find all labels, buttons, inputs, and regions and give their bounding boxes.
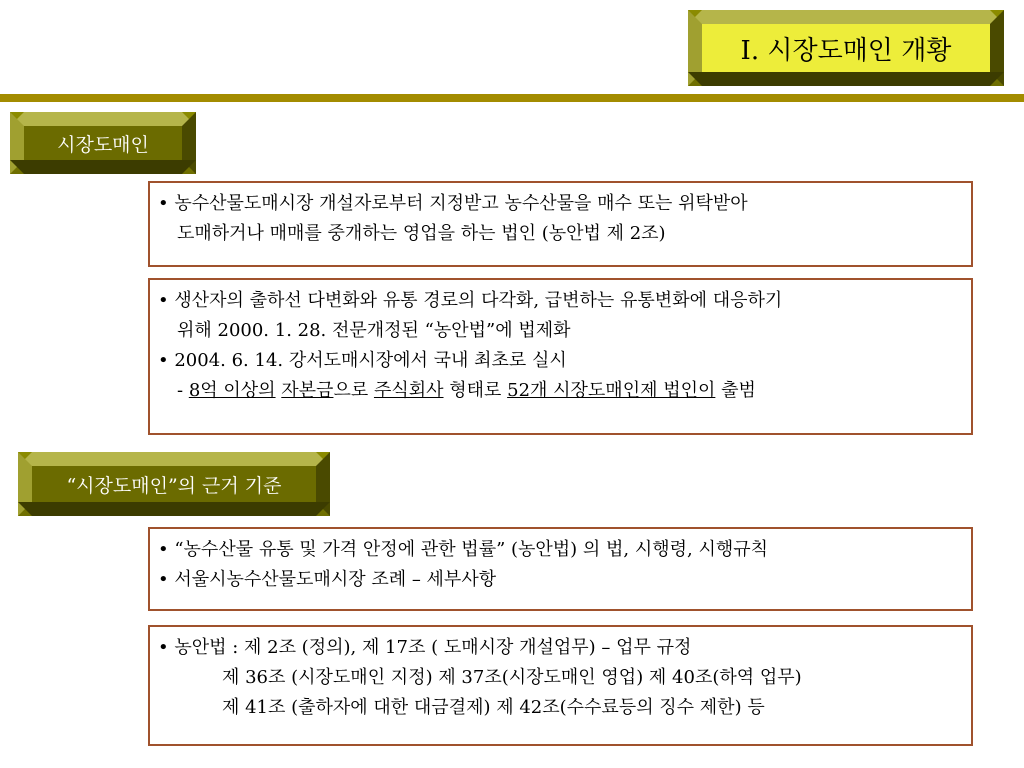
text-segment: 출범 (715, 380, 756, 401)
text-line: • 2004. 6. 14. 강서도매시장에서 국내 최초로 실시 (158, 350, 567, 371)
text-line: • 농수산물도매시장 개설자로부터 지정받고 농수산물을 매수 또는 위탁받아 (158, 193, 748, 214)
text-line: 위해 2000. 1. 28. 전문개정된 “농안법”에 법제화 (177, 320, 571, 341)
page-title: Ⅰ. 시장도매인 개황 (740, 35, 952, 66)
text-line: • “농수산물 유통 및 가격 안정에 관한 법률” (농안법) 의 법, 시행령, 시행규칙 (158, 539, 769, 560)
text-line: 제 41조 (출하자에 대한 대금결제) 제 42조(수수료등의 징수 제한) 등 (222, 697, 765, 718)
text-line: • 생산자의 출하선 다변화와 유통 경로의 다각화, 급변하는 유통변화에 대응하기 (158, 290, 783, 311)
text-line: • 농안법 : 제 2조 (정의), 제 17조 ( 도매시장 개설업무) – 업무 규정 (158, 637, 692, 658)
text-line: • 서울시농수산물도매시장 조례 – 세부사항 (158, 569, 497, 590)
underlined-text: 52개 시장도매인제 법인이 (507, 380, 716, 401)
history-box (148, 278, 973, 435)
header-rule (0, 94, 1024, 102)
text-segment: 형태로 (443, 380, 508, 401)
text-line (158, 376, 961, 406)
articles-box (148, 625, 973, 746)
underlined-text: 8억 이상의 (188, 380, 276, 401)
text-segment: - (177, 380, 189, 401)
text-line: 제 36조 (시장도매인 지정) 제 37조(시장도매인 영업) 제 40조(하역 업무) (222, 667, 802, 688)
underlined-text: 주식회사 (373, 380, 444, 401)
text-segment: 으로 (333, 380, 374, 401)
section-label-box (18, 452, 330, 516)
text-line: 도매하거나 매매를 중개하는 영업을 하는 법인 (농안법 제 2조) (177, 223, 666, 244)
section-label: 시장도매인 (57, 133, 149, 156)
definition-box (148, 181, 973, 267)
law-box (148, 527, 973, 611)
title-box (688, 10, 1004, 86)
underlined-text: 자본금 (281, 380, 334, 401)
section-label-box (10, 112, 196, 174)
section-label: “시장도매인”의 근거 기준 (66, 474, 282, 497)
